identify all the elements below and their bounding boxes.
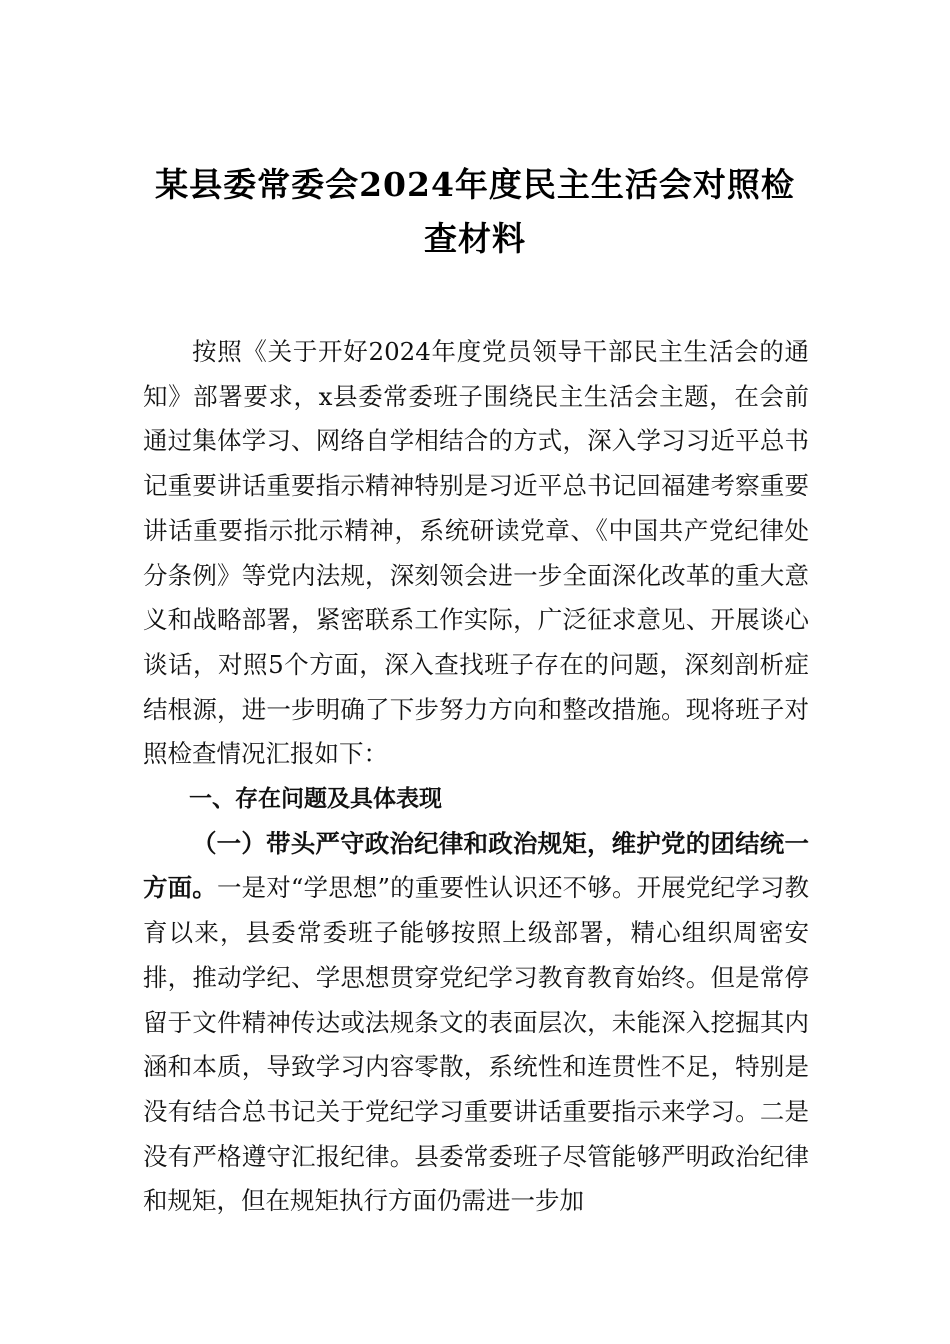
subsection-lead: （一）带头严守政治纪律和政治规矩，维护党的团结统一方面。: [143, 828, 809, 903]
subsection-body: 一是对“学思想”的重要性认识还不够。开展党纪学习教育以来，县委常委班子能够按照上级部署，精心组织周密安排，推动学纪、学思想贯穿党纪学习教育教育始终。但是常停留于文件精神传达或法规条文的表面层次，未能深入挖掘其内涵和本质，导致学习内容零散，系统性和连贯性不足，特别是没有结合总书记关于党纪学习重要讲话重要指示来学习。二是没有严格遵守汇报纪律。县委常委班子尽管能够严明政治纪律和规矩，但在规矩执行方面仍需进一步加: [143, 873, 809, 1216]
section-heading-problems: 一、存在问题及具体表现: [189, 786, 442, 813]
subsection-paragraph: [143, 822, 809, 1224]
intro-paragraph: 按照《关于开好2024年度党员领导干部民主生活会的通知》部署要求，x县委常委班子围绕民主生活会主题，在会前通过集体学习、网络自学相结合的方式，深入学习习近平总书记重要讲话重要指示精神特别是习近平总书记回福建考察重要讲话重要指示批示精神，系统研读党章、《中国共产党纪律处分条例》等党内法规，深刻领会进一步全面深化改革的重大意义和战略部署，紧密联系工作实际，广泛征求意见、开展谈心谈话，对照5个方面，深入查找班子存在的问题，深刻剖析症结根源，进一步明确了下步努力方向和整改措施。现将班子对照检查情况汇报如下：: [143, 337, 809, 769]
document-title: 某县委常委会2024年度民主生活会对照检查材料: [155, 165, 795, 258]
document-body: [143, 330, 809, 1224]
